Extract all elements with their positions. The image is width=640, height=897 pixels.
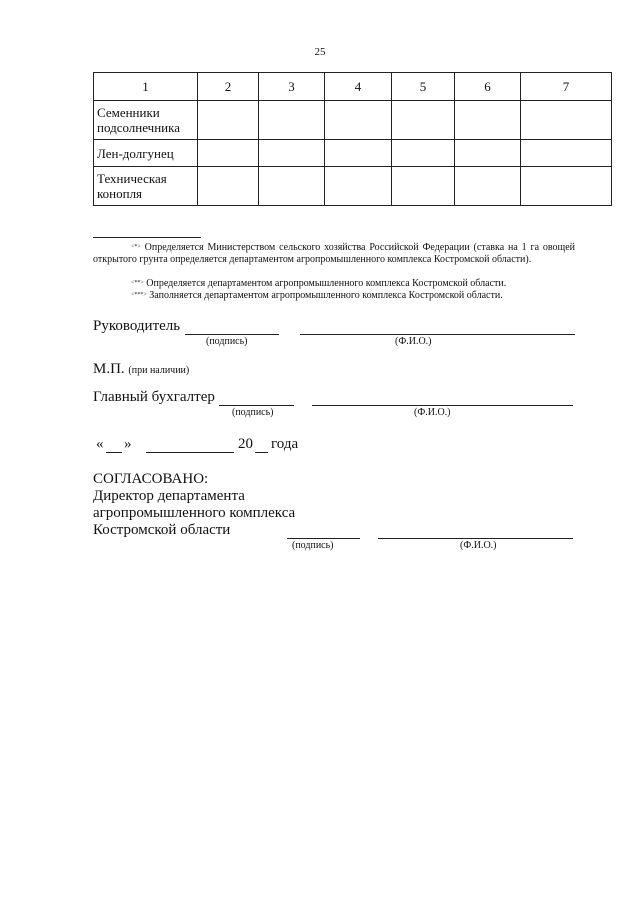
date-month-field[interactable] [146, 452, 234, 453]
footnote-text: Определяется Министерством сельского хозяйства Российской Федерации (ставка на 1 га овощей открытого грунта определяется департаментом агропромышленного комплекса Костромской области). [93, 242, 576, 265]
table-cell [455, 167, 521, 206]
date-day-field[interactable] [106, 452, 122, 453]
table-cell [392, 167, 455, 206]
approval-title: СОГЛАСОВАНО: [93, 471, 209, 487]
date-open-quote: « [96, 436, 104, 452]
footnote-separator [93, 237, 201, 238]
table-header-cell: 7 [521, 73, 612, 101]
accountant-name-line[interactable] [312, 405, 573, 406]
approval-position-line-3: Костромской области [93, 522, 231, 538]
table-cell [198, 101, 259, 140]
approval-position-line-2: агропромышленного комплекса [93, 505, 296, 521]
table-cell [198, 140, 259, 167]
table-cell [392, 140, 455, 167]
head-name-line[interactable] [300, 334, 575, 335]
crop-name-cell: Техническая конопля [94, 167, 198, 206]
crop-name-cell: Семенники подсолнечника [94, 101, 198, 140]
table-header-cell: 4 [325, 73, 392, 101]
footnote-mark: <***> [131, 292, 147, 298]
table-cell [455, 101, 521, 140]
table-header-cell: 1 [94, 73, 198, 101]
table-header-cell: 5 [392, 73, 455, 101]
footnote-mark: <*> [131, 244, 141, 250]
head-signature-line[interactable] [185, 334, 279, 335]
footnote-3 [131, 290, 503, 302]
table-cell [521, 101, 612, 140]
name-caption: (Ф.И.О.) [395, 336, 432, 347]
name-caption: (Ф.И.О.) [460, 540, 497, 551]
crop-table [93, 72, 612, 206]
table-cell [259, 167, 325, 206]
table-cell [259, 101, 325, 140]
table-header-cell: 6 [455, 73, 521, 101]
date-year-field[interactable] [255, 452, 268, 453]
table-cell [392, 101, 455, 140]
head-label: Руководитель [93, 318, 181, 334]
footnote-mark: <**> [131, 280, 144, 286]
table-row [94, 140, 612, 167]
footnote-text: Заполняется департаментом агропромышленного комплекса Костромской области. [149, 290, 503, 301]
signature-caption: (подпись) [292, 540, 334, 551]
table-header-row [94, 73, 612, 101]
approval-name-line[interactable] [378, 538, 573, 539]
approval-position-line-1: Директор департамента [93, 488, 245, 504]
date-close-quote: » [124, 436, 132, 452]
table-cell [325, 167, 392, 206]
accountant-label: Главный бухгалтер [93, 389, 215, 405]
stamp-place [93, 361, 189, 378]
footnote-1 [93, 242, 575, 265]
crop-name-cell: Лен-долгунец [94, 140, 198, 167]
table-cell [325, 140, 392, 167]
stamp-label: М.П. [93, 361, 125, 377]
footnote-text: Определяется департаментом агропромышленного комплекса Костромской области. [146, 278, 507, 289]
approval-signature-line[interactable] [287, 538, 360, 539]
date-year-prefix: 20 [238, 436, 253, 452]
stamp-note: (при наличии) [128, 365, 190, 376]
footnote-2 [131, 278, 506, 290]
name-caption: (Ф.И.О.) [414, 407, 451, 418]
table-header-cell: 3 [259, 73, 325, 101]
table-row [94, 167, 612, 206]
page-number: 25 [314, 46, 326, 58]
table-cell [521, 140, 612, 167]
table-cell [259, 140, 325, 167]
table-cell [325, 101, 392, 140]
table-cell [521, 167, 612, 206]
date-suffix: года [271, 436, 299, 452]
table-cell [198, 167, 259, 206]
table-header-cell: 2 [198, 73, 259, 101]
signature-caption: (подпись) [232, 407, 274, 418]
accountant-signature-line[interactable] [219, 405, 294, 406]
table-cell [455, 140, 521, 167]
table-row [94, 101, 612, 140]
signature-caption: (подпись) [206, 336, 248, 347]
